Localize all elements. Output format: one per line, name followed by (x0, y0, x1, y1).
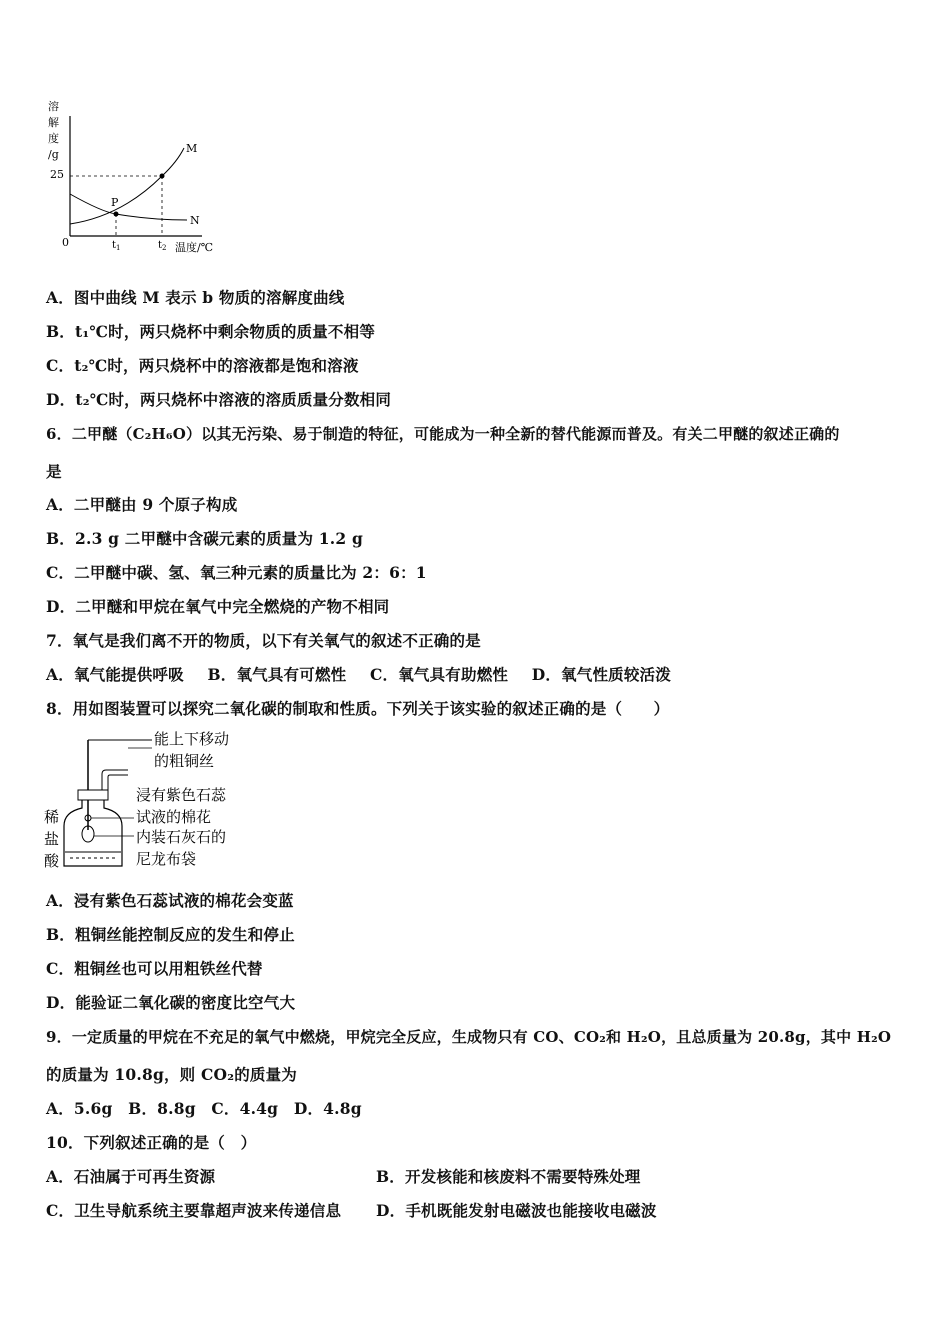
delivery-tube (102, 770, 128, 792)
q7-options (46, 663, 689, 685)
q6-option-a: A．二甲醚由 9 个原子构成 (46, 495, 238, 514)
solubility-graph (42, 96, 242, 256)
point-t2 (160, 174, 165, 179)
label-M: M (186, 142, 198, 155)
label-acid-char: 稀 (44, 808, 60, 826)
label-acid-char: 盐 (44, 830, 60, 848)
q7-option-a: A．氧气能提供呼吸 (46, 665, 184, 684)
label-wire-line2: 的粗铜丝 (154, 752, 215, 770)
label-N: N (190, 214, 200, 227)
q5-option-d: D．t₂℃时，两只烧杯中溶液的溶质质量分数相同 (46, 390, 392, 409)
q6-stem-line1: 6．二甲醚（C₂H₆O）以其无污染、易于制造的特征，可能成为一种全新的替代能源而普及。有关二甲醚的叙述正确的 (46, 425, 840, 443)
q6-stem-line2: 是 (46, 462, 62, 481)
bottle (64, 800, 122, 866)
label-wire-line1: 能上下移动 (154, 730, 230, 748)
q9-option-a: A．5.6g (46, 1099, 113, 1118)
q8-option-b: B．粗铜丝能控制反应的发生和停止 (46, 925, 295, 944)
q10-option-a: A．石油属于可再生资源 (46, 1167, 216, 1186)
label-bag-line1: 内装石灰石的 (136, 828, 227, 846)
q6-option-d: D．二甲醚和甲烷在氧气中完全燃烧的产物不相同 (46, 597, 390, 616)
q5-option-a: A．图中曲线 M 表示 b 物质的溶解度曲线 (46, 288, 345, 307)
origin-label: 0 (62, 236, 69, 249)
label-bag-line2: 尼龙布袋 (136, 850, 197, 868)
point-P (114, 212, 119, 217)
q5-option-c: C．t₂℃时，两只烧杯中的溶液都是饱和溶液 (46, 356, 359, 375)
q5-option-b: B．t₁℃时，两只烧杯中剩余物质的质量不相等 (46, 322, 376, 341)
ylabel-char: 度 (48, 132, 59, 145)
q8-option-c: C．粗铜丝也可以用粗铁丝代替 (46, 959, 263, 978)
tick-t2: $t_2$ (158, 240, 167, 252)
ylabel-char: /g (48, 148, 59, 161)
q9-option-b: B．8.8g (128, 1099, 196, 1118)
stopper (78, 790, 108, 800)
q9-stem-line1: 9．一定质量的甲烷在不充足的氧气中燃烧，甲烷完全反应，生成物只有 CO、CO₂和 H₂O，且总质量为 20.8g，其中 H₂O (46, 1028, 892, 1046)
label-cotton-line1: 浸有紫色石蕊 (136, 786, 227, 804)
apparatus-figure (42, 726, 262, 874)
q6-option-b: B．2.3 g 二甲醚中含碳元素的质量为 1.2 g (46, 529, 363, 548)
q6-option-c: C．二甲醚中碳、氢、氧三种元素的质量比为 2：6：1 (46, 563, 427, 582)
q10-row2 (46, 1199, 657, 1221)
q9-option-d: D．4.8g (293, 1099, 362, 1118)
ylabel-char: 解 (48, 116, 59, 129)
q10-row1 (46, 1165, 641, 1187)
q10-option-d: D．手机既能发射电磁波也能接收电磁波 (376, 1201, 657, 1220)
q10-option-b: B．开发核能和核废料不需要特殊处理 (376, 1167, 641, 1186)
q10-stem: 10．下列叙述正确的是（ ） (46, 1133, 257, 1152)
q7-option-d: D．氧气性质较活泼 (531, 665, 671, 684)
q10-option-c: C．卫生导航系统主要靠超声波来传递信息 (46, 1201, 342, 1220)
tick-t1: $t_1$ (112, 240, 121, 252)
q9-options (46, 1097, 380, 1119)
curve-M (70, 148, 184, 224)
q9-stem-line2: 的质量为 10.8g，则 CO₂的质量为 (46, 1065, 298, 1084)
label-acid-char: 酸 (44, 852, 60, 870)
q9-option-c: C．4.4g (211, 1099, 279, 1118)
label-cotton-line2: 试液的棉花 (136, 808, 212, 826)
q7-stem: 7．氧气是我们离不开的物质，以下有关氧气的叙述不正确的是 (46, 631, 481, 650)
label-P: P (111, 196, 119, 209)
y-tick-25: 25 (50, 168, 64, 181)
q7-option-c: C．氧气具有助燃性 (369, 665, 509, 684)
ylabel-char: 溶 (48, 100, 59, 113)
curve-N (70, 194, 187, 220)
xlabel: 温度/℃ (175, 241, 214, 254)
q8-option-d: D．能验证二氧化碳的密度比空气大 (46, 993, 296, 1012)
q8-stem: 8．用如图装置可以探究二氧化碳的制取和性质。下列关于该实验的叙述正确的是（ ） (46, 699, 670, 718)
q7-option-b: B．氧气具有可燃性 (207, 665, 347, 684)
q8-option-a: A．浸有紫色石蕊试液的棉花会变蓝 (46, 891, 294, 910)
